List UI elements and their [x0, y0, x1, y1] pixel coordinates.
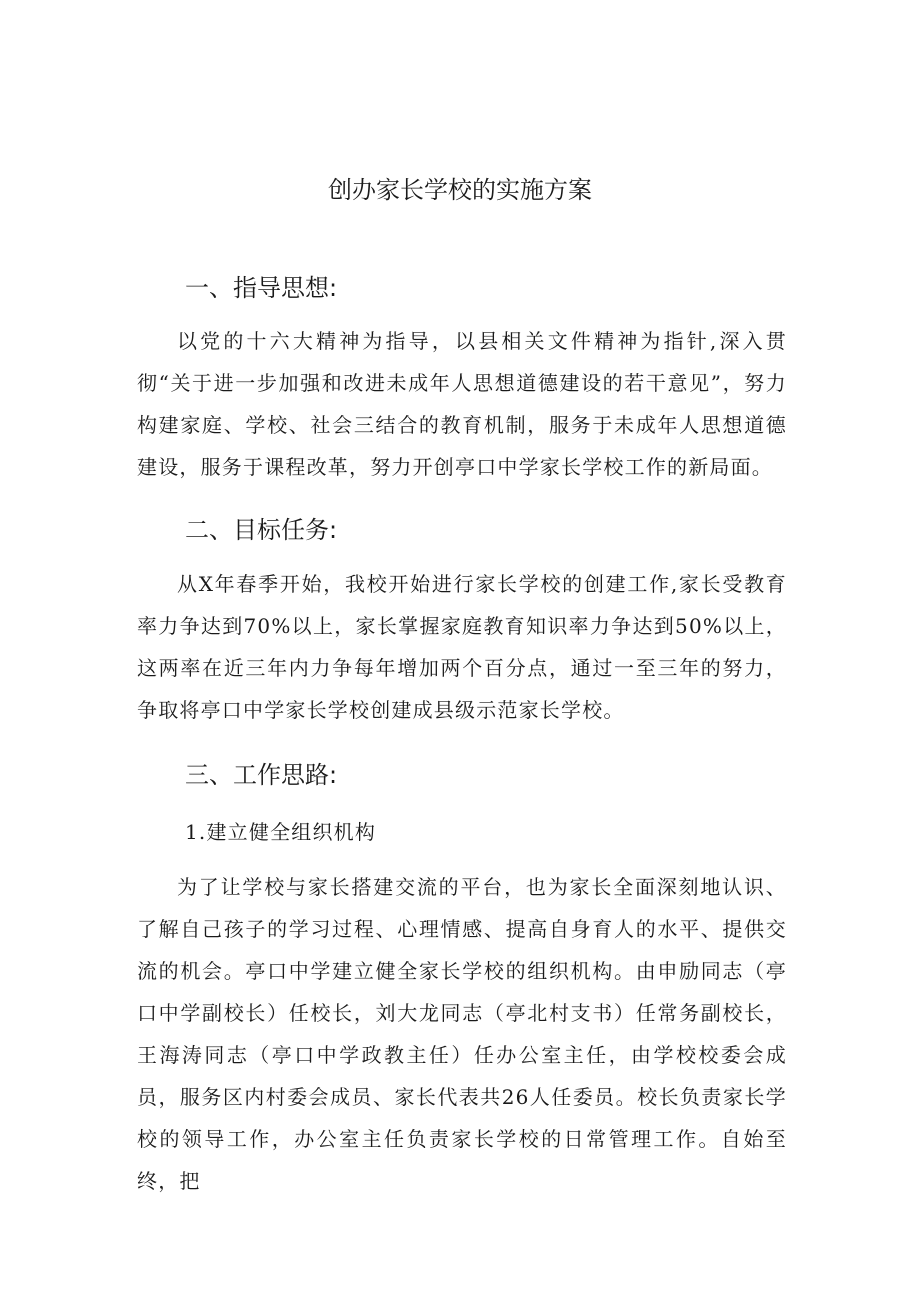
- section-paragraph-guiding-ideology: 以党的十六大精神为指导，以县相关文件精神为指针,深入贯彻“关于进一步加强和改进未成年人思想道德建设的若干意见”，努力构建家庭、学校、社会三结合的教育机制，服务于未成年人思想道德建设，服务于课程改革，努力开创亭口中学家长学校工作的新局面。: [137, 329, 787, 479]
- document-title: 创办家长学校的实施方案: [328, 176, 592, 204]
- section-heading-goals-tasks: 二、目标任务:: [185, 516, 338, 544]
- subsection-heading-organization: 1.建立健全组织机构: [185, 820, 377, 844]
- section-heading-work-approach: 三、工作思路:: [185, 761, 338, 789]
- section-heading-guiding-ideology: 一、指导思想:: [185, 274, 338, 302]
- section-paragraph-goals-tasks: 从X年春季开始，我校开始进行家长学校的创建工作,家长受教育率力争达到70%以上，家长掌握家庭教育知识率力争达到50%以上，这两率在近三年内力争每年增加两个百分点，通过一至三年的努力，争取将亭口中学家长学校创建成县级示范家长学校。: [137, 572, 787, 722]
- section-paragraph-work-approach: 为了让学校与家长搭建交流的平台，也为家长全面深刻地认识、了解自己孩子的学习过程、心理情感、提高自身育人的水平、提供交流的机会。亭口中学建立健全家长学校的组织机构。由申励同志（亭口中学副校长）任校长，刘大龙同志（亭北村支书）任常务副校长，王海涛同志（亭口中学政教主任）任办公室主任，由学校校委会成员，服务区内村委会成员、家长代表共26人任委员。校长负责家长学校的领导工作，办公室主任负责家长学校的日常管理工作。自始至终，把: [137, 875, 787, 1193]
